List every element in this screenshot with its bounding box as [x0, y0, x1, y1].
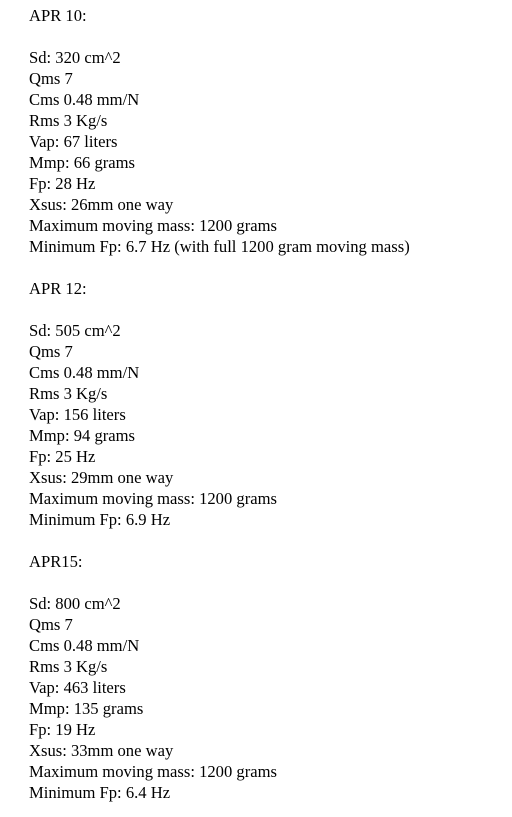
- blank-line: [29, 257, 410, 278]
- spec-line: Mmp: 94 grams: [29, 426, 136, 445]
- spec-line: Minimum Fp: 6.4 Hz: [29, 783, 171, 802]
- spec-line: Mmp: 135 grams: [29, 699, 144, 718]
- spec-line: Cms 0.48 mm/N: [29, 363, 140, 382]
- section-apr15: [29, 551, 410, 803]
- spec-line: Fp: 25 Hz: [29, 447, 96, 466]
- blank-line: [29, 530, 410, 551]
- spec-line: Xsus: 26mm one way: [29, 195, 174, 214]
- spec-line: Fp: 28 Hz: [29, 174, 96, 193]
- spec-line: Maximum moving mass: 1200 grams: [29, 216, 277, 235]
- spec-line: Xsus: 33mm one way: [29, 741, 174, 760]
- spec-line: Maximum moving mass: 1200 grams: [29, 489, 277, 508]
- spec-line: Maximum moving mass: 1200 grams: [29, 762, 277, 781]
- spec-line: Rms 3 Kg/s: [29, 657, 108, 676]
- spec-line: Cms 0.48 mm/N: [29, 90, 140, 109]
- spec-line: Minimum Fp: 6.7 Hz (with full 1200 gram moving mass): [29, 237, 410, 256]
- spec-line: Xsus: 29mm one way: [29, 468, 174, 487]
- spec-line: Vap: 156 liters: [29, 405, 126, 424]
- blank-line: [29, 572, 410, 593]
- spec-line: Sd: 320 cm^2: [29, 48, 121, 67]
- section-title: APR 10:: [29, 6, 87, 25]
- document-body: [29, 5, 410, 803]
- section-title: APR15:: [29, 552, 83, 571]
- spec-line: Cms 0.48 mm/N: [29, 636, 140, 655]
- spec-line: Vap: 67 liters: [29, 132, 118, 151]
- spec-line: Qms 7: [29, 69, 73, 88]
- spec-line: Sd: 800 cm^2: [29, 594, 121, 613]
- spec-line: Minimum Fp: 6.9 Hz: [29, 510, 171, 529]
- spec-line: Rms 3 Kg/s: [29, 384, 108, 403]
- spec-line: Qms 7: [29, 615, 73, 634]
- spec-line: Rms 3 Kg/s: [29, 111, 108, 130]
- section-apr10: [29, 5, 410, 278]
- section-apr12: [29, 278, 410, 551]
- spec-line: Vap: 463 liters: [29, 678, 126, 697]
- spec-line: Fp: 19 Hz: [29, 720, 96, 739]
- spec-line: Sd: 505 cm^2: [29, 321, 121, 340]
- blank-line: [29, 26, 410, 47]
- spec-line: Mmp: 66 grams: [29, 153, 136, 172]
- blank-line: [29, 299, 410, 320]
- spec-line: Qms 7: [29, 342, 73, 361]
- section-title: APR 12:: [29, 279, 87, 298]
